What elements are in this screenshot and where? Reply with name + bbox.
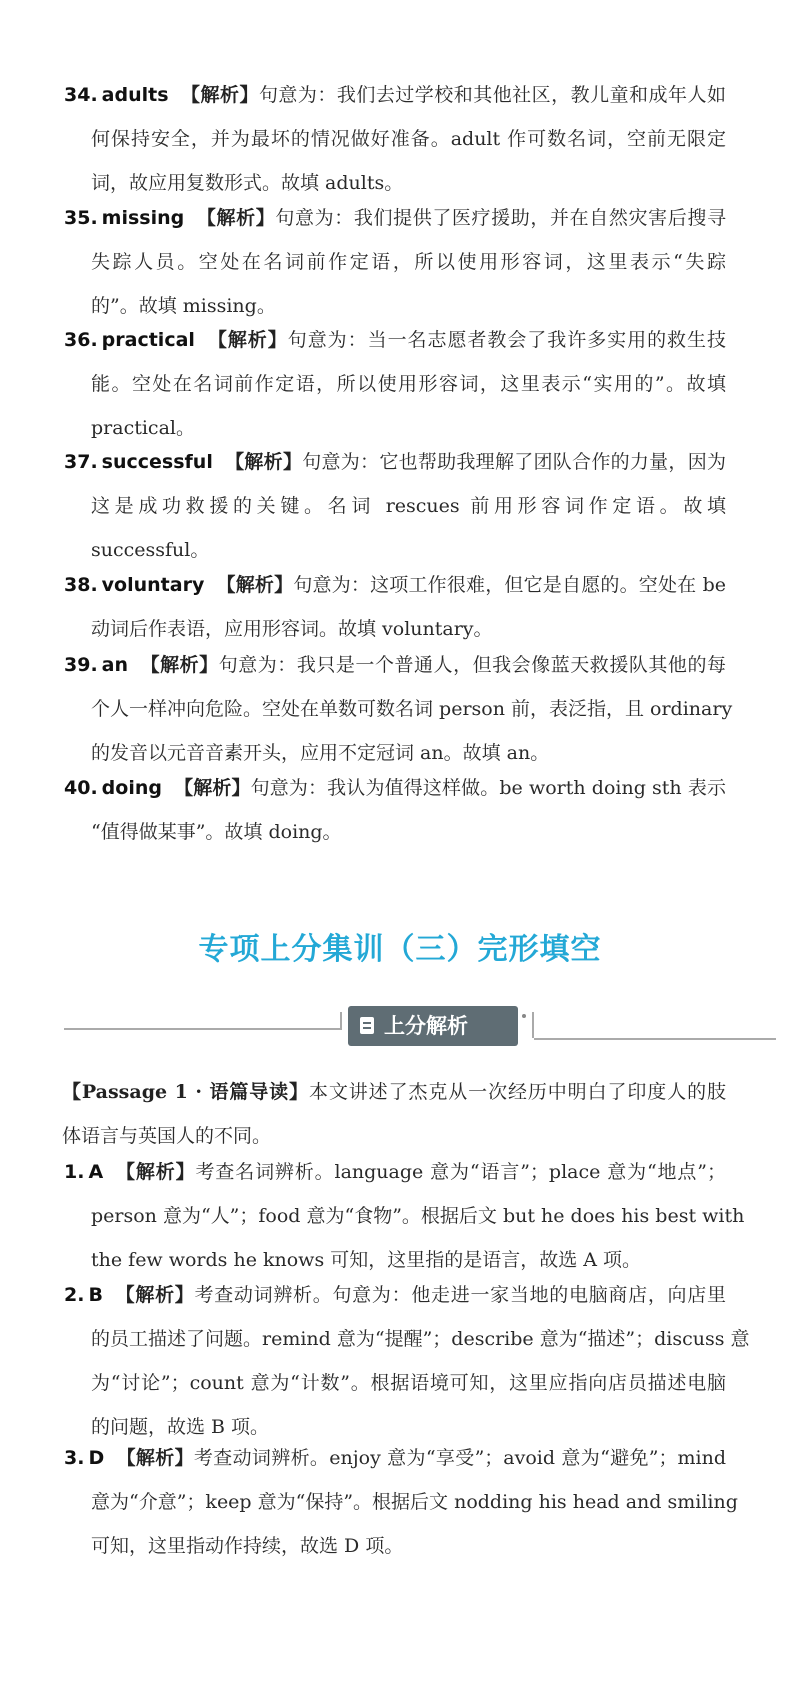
explanation-text: 意为“介意”；keep 意为“保持”。根据后文 nodding his head and smiling (91, 1491, 738, 1513)
analysis-tag: 【解析】 (180, 84, 259, 106)
analysis-tag: 【解析】 (173, 777, 251, 799)
divider-rule-left (64, 1028, 334, 1030)
explanation-text: 句意为：我认为值得这样做。be worth doing sth 表示 (250, 777, 726, 799)
explanation-text: practical。 (91, 417, 195, 439)
explanation-text: person 意为“人”；food 意为“食物”。根据后文 but he does his best with (91, 1205, 745, 1227)
badge-label: 上分解析 (384, 1014, 468, 1038)
explanation-text: “值得做某事”。故填 doing。 (91, 821, 342, 843)
item-number: 2. (64, 1284, 85, 1306)
answer-item-39 (64, 643, 733, 775)
item-answer: an (101, 654, 129, 676)
passage-summary: 体语言与英国人的不同。 (62, 1125, 272, 1147)
explanation-text: 可知，这里指动作持续，故选 D 项。 (91, 1535, 404, 1557)
analysis-tag: 【解析】 (114, 1284, 195, 1306)
item-answer: successful (101, 451, 213, 473)
explanation-text: 句意为：我们提供了医疗援助，并在自然灾害后搜寻 (275, 207, 726, 229)
passage-intro (62, 1070, 726, 1158)
explanation-text: 失踪人员。空处在名词前作定语，所以使用形容词，这里表示“失踪 (91, 251, 726, 273)
explanation-text: 考查名词辨析。language 意为“语言”；place 意为“地点”； (195, 1161, 726, 1183)
analysis-badge (348, 1006, 518, 1046)
analysis-tag: 【解析】 (216, 574, 294, 596)
analysis-tag: 【解析】 (206, 329, 288, 351)
item-number: 37. (64, 451, 98, 473)
answer-item-35 (64, 196, 726, 328)
analysis-tag: 【解析】 (140, 654, 219, 676)
explanation-text: 何保持安全，并为最坏的情况做好准备。adult 作可数名词，空前无限定 (91, 128, 726, 150)
item-answer: D (88, 1447, 105, 1469)
item-answer: A (88, 1161, 104, 1183)
divider-bracket-left (326, 1012, 342, 1030)
explanation-text: 动词后作表语，应用形容词。故填 voluntary。 (91, 618, 493, 640)
divider-dot (522, 1014, 526, 1018)
answer-item-38 (64, 563, 726, 651)
analysis-tag: 【解析】 (115, 1161, 196, 1183)
passage-tag: 【Passage 1 · 语篇导读】 (62, 1081, 309, 1103)
analysis-tag: 【解析】 (196, 207, 276, 229)
item-answer: adults (101, 84, 169, 106)
explanation-text: 个人一样冲向危险。空处在单数可数名词 person 前，表泛指，且 ordinary (91, 698, 733, 720)
item-number: 40. (64, 777, 98, 799)
explanation-text: 句意为：这项工作很难，但它是自愿的。空处在 be (293, 574, 726, 596)
explanation-text: 为“讨论”；count 意为“计数”。根据语境可知，这里应指向店员描述电脑 (91, 1372, 726, 1394)
item-answer: practical (101, 329, 195, 351)
item-number: 39. (64, 654, 98, 676)
explanation-text: 的发音以元音音素开头，应用不定冠词 an。故填 an。 (91, 742, 550, 764)
answer-item-37 (64, 440, 726, 572)
passage-summary: 本文讲述了杰克从一次经历中明白了印度人的肢 (308, 1081, 726, 1103)
answer-item-36 (64, 318, 726, 450)
answer-item-2 (64, 1273, 750, 1449)
item-number: 34. (64, 84, 98, 106)
answer-item-3 (64, 1436, 738, 1568)
explanation-text: 句意为：我只是一个普通人，但我会像蓝天救援队其他的每 (218, 654, 726, 676)
item-answer: missing (101, 207, 185, 229)
explanation-text: 考查动词辨析。enjoy 意为“享受”；avoid 意为“避免”；mind (193, 1447, 726, 1469)
explanation-text: 这是成功救援的关键。名词 rescues 前用形容词作定语。故填 (91, 495, 726, 517)
explanation-text: 的”。故填 missing。 (91, 295, 276, 317)
divider-rule-right (534, 1038, 776, 1040)
section-title: 专项上分集训（三）完形填空 (198, 932, 602, 967)
answer-item-1 (64, 1150, 745, 1282)
item-answer: voluntary (101, 574, 205, 596)
explanation-text: 能。空处在名词前作定语，所以使用形容词，这里表示“实用的”。故填 (91, 373, 726, 395)
section-divider (64, 1002, 776, 1052)
divider-bracket-right (532, 1012, 548, 1038)
item-number: 35. (64, 207, 98, 229)
item-number: 36. (64, 329, 98, 351)
explanation-text: successful。 (91, 539, 210, 561)
answer-item-40 (64, 766, 726, 854)
explanation-text: 考查动词辨析。句意为：他走进一家当地的电脑商店，向店里 (194, 1284, 726, 1306)
item-number: 3. (64, 1447, 85, 1469)
explanation-text: 句意为：它也帮助我理解了团队合作的力量，因为 (302, 451, 726, 473)
document-icon (360, 1017, 374, 1034)
item-answer: B (88, 1284, 103, 1306)
answer-item-34 (64, 73, 726, 205)
explanation-text: the few words he knows 可知，这里指的是语言，故选 A 项。 (91, 1249, 642, 1271)
explanation-text: 的员工描述了问题。remind 意为“提醒”；describe 意为“描述”；discuss 意 (91, 1328, 750, 1350)
item-number: 38. (64, 574, 98, 596)
explanation-text: 词，故应用复数形式。故填 adults。 (91, 172, 404, 194)
explanation-text: 句意为：当一名志愿者教会了我许多实用的救生技 (287, 329, 726, 351)
analysis-tag: 【解析】 (116, 1447, 194, 1469)
item-number: 1. (64, 1161, 85, 1183)
analysis-tag: 【解析】 (224, 451, 303, 473)
item-answer: doing (101, 777, 162, 799)
explanation-text: 的问题，故选 B 项。 (91, 1416, 270, 1438)
explanation-text: 句意为：我们去过学校和其他社区，教儿童和成年人如 (258, 84, 726, 106)
